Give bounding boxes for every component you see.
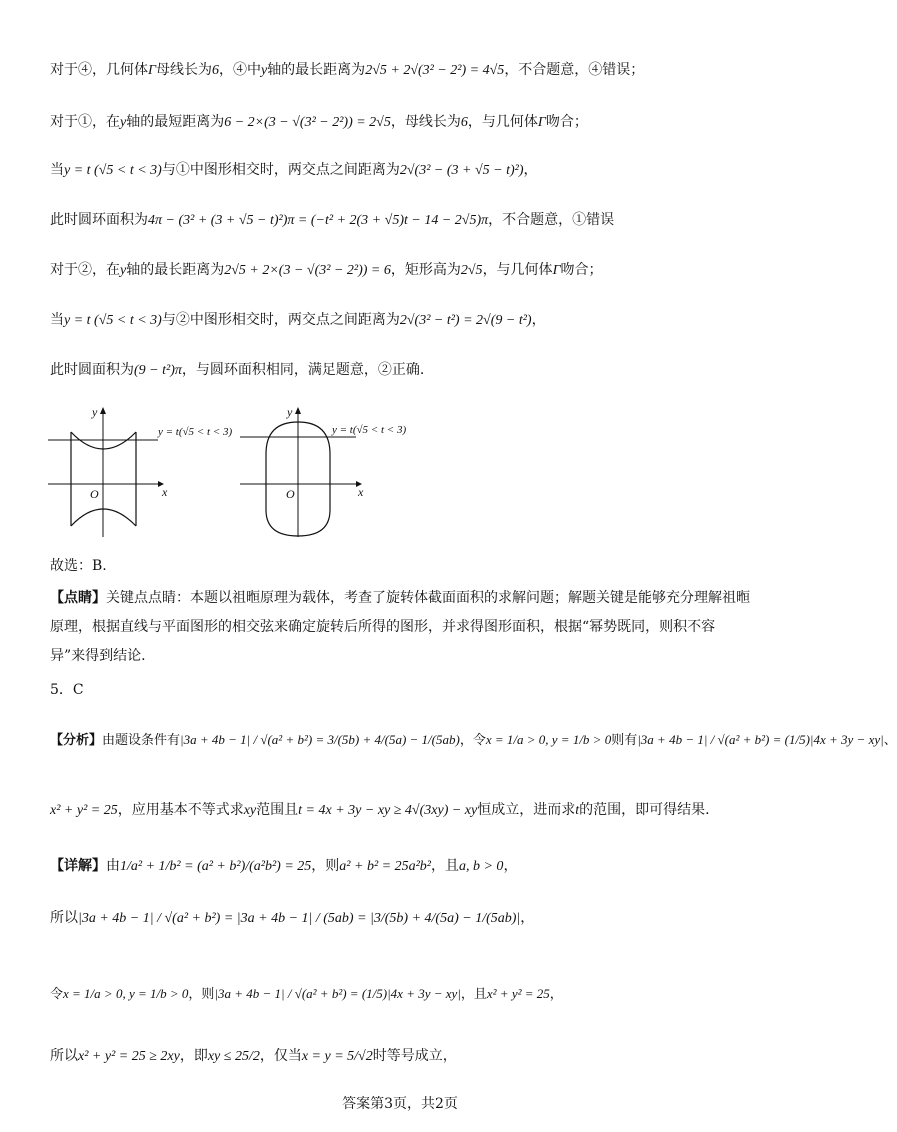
formula: 4π − (3² + (3 + √5 − t)²)π = (−t² + 2(3 + √5)t − 14 − 2√5)π	[148, 213, 489, 228]
formula: 1/a² + 1/b² = (a² + b²)/(a²b²) = 25	[120, 859, 312, 874]
formula: |3a + 4b − 1| / √(a² + b²) = |3a + 4b − 1| / (5ab) = |3/(5b) + 4/(5a) − 1/(5ab)|	[78, 911, 521, 926]
y-axis-arrow	[100, 407, 106, 414]
formula: t = 4x + 3y − xy ≥ 4√(3xy) − xy	[298, 803, 478, 818]
let-line: 令x = 1/a > 0, y = 1/b > 0，则|3a + 4b − 1| / √(a² + b²) = (1/5)|4x + 3y − xy|，且x² + y² = 25，	[50, 986, 563, 1002]
formula: 2√(3² − t²) = 2√(9 − t²)	[399, 313, 532, 328]
comment-paragraph	[50, 584, 750, 671]
formula: |3a + 4b − 1| / √(a² + b²) = 3/(5b) + 4/(5a) − 1/(5ab)	[180, 732, 460, 747]
y-axis-arrow	[295, 407, 301, 414]
x-label: x	[358, 485, 364, 499]
y-label: y	[287, 405, 293, 419]
text-line-4: 此时圆环面积为4π − (3² + (3 + √5 − t)²)π = (−t² + 2(3 + √5)t − 14 − 2√5)π，不合题意，①错误	[50, 212, 615, 228]
y-label: y	[92, 405, 98, 419]
line-label: y = t(√5 < t < 3)	[332, 424, 407, 436]
comment-text: 关键点点睛：本题以祖暅原理为载体，考查了旋转体截面面积的求解问题；解题关键是能够充分理解祖暅原理，根据直线与平面图形的相交弦来确定旋转后所得的图形，并求得图形面积，根据“幂势既同，则积不容异”来得到结论.	[50, 590, 750, 664]
page-footer: 答案第3页，共2页	[342, 1096, 458, 1112]
figure-left	[40, 402, 240, 542]
comment-tag: 【点睛】	[50, 590, 106, 606]
text-line-2: 对于①，在y轴的最短距离为6 − 2×(3 − √(3² − 2²)) = 2√5，母线长为6，与几何体Γ吻合；	[50, 114, 588, 130]
analysis-line: 【分析】由题设条件有|3a + 4b − 1| / √(a² + b²) = 3/(5b) + 4/(5a) − 1/(5ab)，令x = 1/a > 0, y = 1/b > 0则有|3a + 4b − 1| / √(a² + b²) = (1/5)|4x + 3y − xy|、	[50, 732, 897, 748]
formula: |3a + 4b − 1| / √(a² + b²) = (1/5)|4x + 3y − xy|	[637, 732, 884, 747]
line-label: y = t(√5 < t < 3)	[158, 426, 233, 438]
formula: 2√(3² − (3 + √5 − t)²)	[399, 163, 524, 178]
so-line: 所以|3a + 4b − 1| / √(a² + b²) = |3a + 4b − 1| / (5ab) = |3/(5b) + 4/(5a) − 1/(5ab)|，	[50, 910, 535, 926]
origin-label: O	[90, 487, 99, 501]
formula: x = 1/a > 0, y = 1/b > 0	[63, 986, 189, 1001]
formula: x = y = 5/√2	[301, 1049, 373, 1064]
formula: 2√5 + 2×(3 − √(3² − 2²)) = 6	[224, 263, 391, 278]
text-line-7: 此时圆面积为(9 − t²)π，与圆环面积相同，满足题意，②正确.	[50, 362, 425, 378]
formula: x² + y² = 25 ≥ 2xy	[78, 1049, 180, 1064]
formula: 2√5 + 2√(3² − 2²) = 4√5	[365, 63, 505, 78]
formula: y = t (√5 < t < 3)	[64, 163, 162, 178]
formula: |3a + 4b − 1| / √(a² + b²) = (1/5)|4x + 3y − xy|	[214, 986, 461, 1001]
text-line-5: 对于②，在y轴的最长距离为2√5 + 2×(3 − √(3² − 2²)) = 6，矩形高为2√5，与几何体Γ吻合；	[50, 262, 603, 278]
figure-right	[240, 402, 440, 542]
figure-right-svg	[240, 402, 440, 542]
last-line: 所以x² + y² = 25 ≥ 2xy，即xy ≤ 25/2，仅当x = y = 5/√2时等号成立，	[50, 1048, 457, 1064]
question-5-number: 5．C	[50, 682, 84, 698]
formula: y = t (√5 < t < 3)	[64, 313, 162, 328]
figure-left-svg	[40, 402, 240, 542]
origin-label: O	[286, 487, 295, 501]
detail-line: 【详解】由1/a² + 1/b² = (a² + b²)/(a²b²) = 25，则a² + b² = 25a²b²，且a, b > 0，	[50, 858, 518, 874]
text-line-1: 对于④，几何体Γ母线长为6，④中y轴的最长距离为2√5 + 2√(3² − 2²) = 4√5，不合题意，④错误；	[50, 62, 645, 78]
text-line-6: 当y = t (√5 < t < 3)与②中图形相交时，两交点之间距离为2√(3² − t²) = 2√(9 − t²)，	[50, 312, 546, 328]
analysis-line-2: x² + y² = 25，应用基本不等式求xy范围且t = 4x + 3y − xy ≥ 4√(3xy) − xy恒成立，进而求t的范围，即可得结果.	[50, 802, 710, 818]
formula: x² + y² = 25	[486, 986, 550, 1001]
formula: x = 1/a > 0, y = 1/b > 0	[485, 732, 612, 747]
formula: 6 − 2×(3 − √(3² − 2²)) = 2√5	[224, 115, 391, 130]
conclusion: 故选：B.	[50, 558, 107, 574]
text-line-3: 当y = t (√5 < t < 3)与①中图形相交时，两交点之间距离为2√(3² − (3 + √5 − t)²)，	[50, 162, 538, 178]
formula: xy ≤ 25/2	[207, 1049, 260, 1064]
x-label: x	[162, 485, 168, 499]
formula: (9 − t²)π	[134, 363, 182, 378]
formula: a² + b² = 25a²b²	[339, 859, 431, 874]
formula: x² + y² = 25	[50, 803, 118, 818]
